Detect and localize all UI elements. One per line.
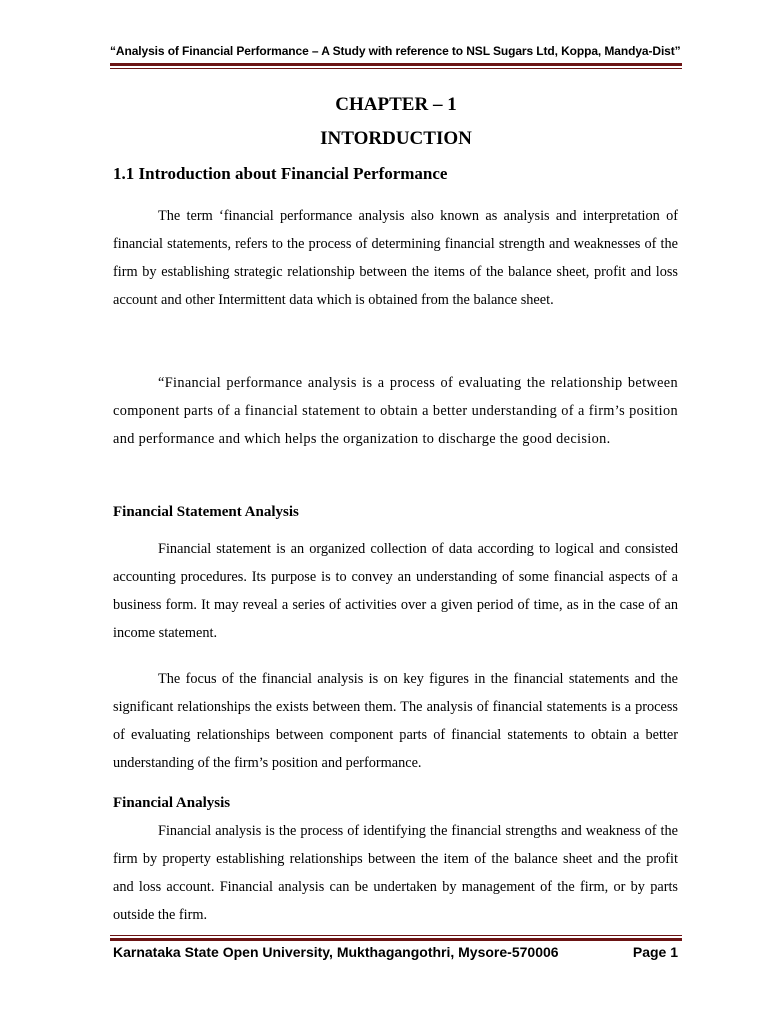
header-rule-thin [110, 68, 682, 69]
running-header: “Analysis of Financial Performance – A Study with reference to NSL Sugars Ltd, Koppa, Mandya-Dist” [110, 44, 681, 58]
paragraph-financial-analysis-definition: Financial analysis is the process of identifying the financial strengths and weakness of the firm by property establishing relationships between the item of the balance sheet and the profit and loss account. Financial analysis can be undertaken by management of the firm, or by parts outside the firm. [113, 823, 678, 923]
footer-rule-thin [110, 935, 682, 936]
chapter-number: CHAPTER – 1 [335, 94, 457, 115]
footer-institution: Karnataka State Open University, Mukthagangothri, Mysore-570006 [113, 944, 559, 960]
footer-rule-thick [110, 938, 682, 941]
paragraph-financial-statement-definition: Financial statement is an organized collection of data according to logical and consisted accounting procedures. Its purpose is to convey an understanding of some financial aspects of a business form. It may reveal a series of activities over a given period of time, as in the case of an income statement. [113, 541, 678, 641]
paragraph-financial-performance-intro: The term ‘financial performance analysis also known as analysis and interpretation of financial statements, refers to the process of determining financial strength and weaknesses of the firm by establishing strategic relationship between the items of the balance sheet, profit and loss account and other Intermittent data which is obtained from the balance sheet. [113, 208, 678, 308]
paragraph-financial-performance-definition: “Financial performance analysis is a process of evaluating the relationship between component parts of a financial statement to obtain a better understanding of a firm’s position and performance and which helps the organization to discharge the good decision. [113, 375, 678, 447]
subheading-financial-analysis: Financial Analysis [113, 795, 231, 811]
subheading-financial-statement-analysis: Financial Statement Analysis [113, 504, 299, 520]
footer-page-number: Page 1 [632, 944, 678, 960]
header-rule-thick [110, 63, 682, 66]
paragraph-financial-analysis-focus: The focus of the financial analysis is on key figures in the financial statements and the significant relationships the exists between them. The analysis of financial statements is a process of evaluating relationships between component parts of financial statements to obtain a better understanding of the firm’s position and performance. [113, 671, 678, 771]
chapter-title: INTORDUCTION [320, 128, 472, 149]
section-heading: 1.1 Introduction about Financial Performance [113, 164, 448, 183]
